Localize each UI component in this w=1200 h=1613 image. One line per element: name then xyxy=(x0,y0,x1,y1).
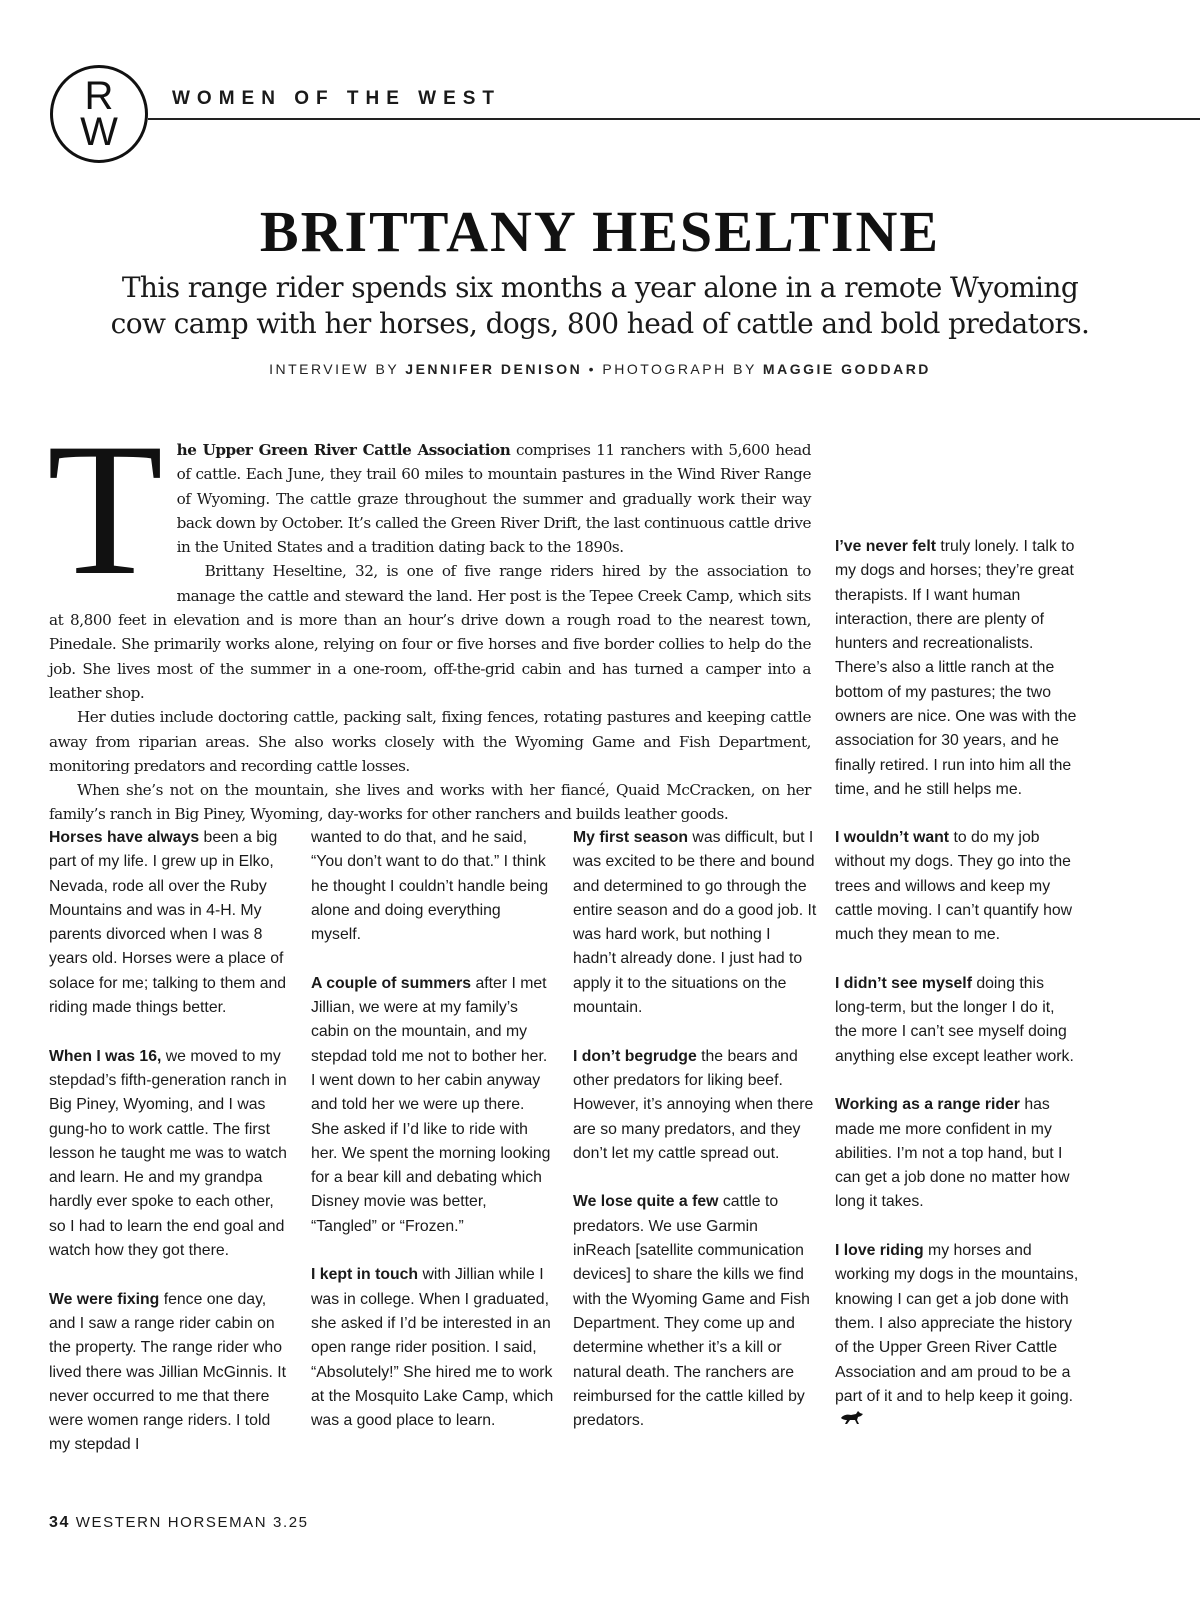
qa-paragraph xyxy=(49,826,293,1020)
logo-letter-r: R xyxy=(84,74,114,118)
qa-text: been a big part of my life. I grew up in Elko, Nevada, rode all over the Ruby Mountains and was in 4-H. My parents divorced when I was 8 years old. Horses were a place of solace for me; talking to them and riding made things better. xyxy=(49,829,287,1017)
intro-paragraph-4: When she’s not on the mountain, she lives and works with her fiancé, Quaid McCracken, on her family’s ranch in Big Piney, Wyoming, day-works for other ranchers and builds leather goods. xyxy=(49,781,811,824)
intro-lead: he Upper Green River Cattle Association xyxy=(176,441,511,459)
qa-lead: My first season xyxy=(573,829,689,846)
qa-paragraph xyxy=(49,1045,293,1264)
qa-paragraph xyxy=(311,972,555,1239)
qa-lead: Horses have always xyxy=(49,829,200,846)
qa-column-2 xyxy=(311,826,555,1458)
intro-paragraph-1 xyxy=(47,405,812,615)
logo-letter-w: W xyxy=(80,110,118,154)
section-label: WOMEN OF THE WEST xyxy=(172,88,502,109)
qa-lead: I didn’t see myself xyxy=(835,974,972,992)
qa-lead: I love riding xyxy=(835,1242,924,1260)
sidebar-column xyxy=(835,535,1079,827)
qa-paragraph xyxy=(311,1263,555,1433)
qa-lead: We lose quite a few xyxy=(573,1193,719,1211)
qa-column-4 xyxy=(835,826,1079,1458)
qa-lead: I don’t begrudge xyxy=(573,1047,697,1065)
qa-paragraph xyxy=(49,1288,293,1458)
qa-lead: When I was 16, xyxy=(49,1047,162,1065)
qa-text: the bears and other predators for liking beef. However, it’s annoying when there are so many predators, and they don’t let my cattle spread out. xyxy=(573,1047,814,1162)
qa-column-1 xyxy=(49,826,293,1482)
qa-column-3 xyxy=(573,826,817,1458)
qa-lead: I kept in touch xyxy=(311,1266,419,1284)
qa-lead: We were fixing xyxy=(49,1290,160,1308)
qa-paragraph xyxy=(835,1093,1079,1214)
sidebar-lead: I’ve never felt xyxy=(835,538,936,555)
sidebar-text: truly lonely. I talk to my dogs and horses; they’re great therapists. If I want human interaction, there are plenty of hunters and recreationalists. There’s also a little ranch at the bottom of my pastures; the two owners are nice. One was with the association for 30 years, and he finally retired. I run into him all the time, and he still helps me. xyxy=(835,538,1077,798)
qa-paragraph xyxy=(311,826,555,947)
page-number: 34 xyxy=(49,1514,70,1531)
qa-paragraph xyxy=(835,972,1079,1069)
qa-lead: Working as a range rider xyxy=(835,1096,1020,1114)
qa-text: has made me more confident in my abilities. I’m not a top hand, but I can get a job done no matter how long it takes. xyxy=(835,1096,1070,1211)
credit-photo-prefix: PHOTOGRAPH BY xyxy=(602,361,763,377)
qa-paragraph xyxy=(835,826,1079,947)
header-rule xyxy=(148,118,1200,120)
intro-p1-text: comprises 11 ranchers with 5,600 head of cattle. Each June, they trail 60 miles to mountain pastures in the Wind River Range of Wyoming. The cattle graze throughout the summer and gradually work their way back down by October. It’s called the Green River Drift, the last continuous cattle drive in the United States and a tradition dating back to the 1890s. xyxy=(176,441,812,557)
article-title: BRITTANY HESELTINE xyxy=(259,199,941,264)
qa-text: doing this long-term, but the longer I do it, the more I can’t see myself doing anything else except leather work. xyxy=(835,974,1074,1065)
qa-text: to do my job without my dogs. They go into the trees and willows and keep my cattle moving. I can’t quantify how much they mean to me. xyxy=(835,829,1073,944)
qa-text: after I met Jillian, we were at my family’s cabin on the mountain, and my stepdad told me not to bother her. I went down to her cabin anyway and told her we were up there. She asked if I’d like to ride with her. We spent the morning looking for a bear kill and debating which Disney movie was better, “Tangled” or “Frozen.” xyxy=(311,974,551,1235)
qa-text: fence one day, and I saw a range rider cabin on the property. The range rider who lived there was Jillian McGinnis. It never occurred to me that there were women range riders. I told my stepdad I xyxy=(49,1290,287,1454)
qa-text: we moved to my stepdad’s fifth-generation ranch in Big Piney, Wyoming, and I was gung-ho to work cattle. The first lesson he taught me was to watch and learn. He and my grandpa hardly ever spoke to each other, so I had to learn the end goal and watch how they got there. xyxy=(49,1047,287,1260)
credit-photo-name: MAGGIE GODDARD xyxy=(762,361,931,377)
qa-paragraph xyxy=(573,1045,817,1166)
dek-line-2: cow camp with her horses, dogs, 800 head of cattle and bold predators. xyxy=(110,307,1090,340)
qa-text: my horses and working my dogs in the mountains, knowing I can get a job done with them. I also appreciate the history of the Upper Green River Cattle Association and am proud to be a part of it and to help keep it going. xyxy=(835,1242,1079,1405)
credit-separator: • xyxy=(582,361,603,377)
qa-text: cattle to predators. We use Garmin inReach [satellite communication devices] to share the kills we find with the Wyoming Game and Fish Department. They come up and determine whether it’s a kill or natural death. The ranchers are reimbursed for the cattle killed by predators. xyxy=(573,1193,810,1430)
qa-lead: I wouldn’t want xyxy=(835,829,950,846)
qa-paragraph xyxy=(573,826,817,1020)
credit-interview-name: JENNIFER DENISON xyxy=(405,361,583,377)
intro-paragraph-3: Her duties include doctoring cattle, packing salt, fixing fences, rotating pastures and keeping cattle away from riparian areas. She also works closely with the Wyoming Game and Fish Department, monitoring predators and recording cattle losses. xyxy=(49,708,811,775)
sidebar-paragraph xyxy=(835,535,1079,802)
rw-logo xyxy=(50,65,148,163)
credit-interview-prefix: INTERVIEW BY xyxy=(269,361,406,377)
qa-text: with Jillian while I was in college. When I graduated, she asked if I’d be interested in an open range rider position. I said, “Absolutely!” She hired me to work at the Mosquito Lake Camp, which was a good place to learn. xyxy=(311,1266,554,1430)
horse-end-mark-icon xyxy=(839,1409,865,1433)
intro-paragraph-2: Brittany Heseltine, 32, is one of five range riders hired by the association to manage the cattle and steward the land. Her post is the Tepee Creek Camp, which sits at 8,800 feet in elevation and is more than an hour’s drive down a rough road to the nearest town, Pinedale. She primarily works alone, relying on four or five horses and five border collies to help do the job. She lives most of the summer in a one-room, off-the-grid cabin and has turned a camper into a leather shop. xyxy=(49,562,811,702)
qa-text: was difficult, but I was excited to be there and bound and determined to go through the entire season and do a good job. It was hard work, but nothing I hadn’t already done. I just had to apply it to the situations on the mountain. xyxy=(573,829,817,1017)
intro-text xyxy=(47,405,812,827)
article-dek xyxy=(60,270,1140,342)
magazine-name: WESTERN HORSEMAN xyxy=(75,1514,268,1531)
qa-lead: A couple of summers xyxy=(311,974,472,992)
byline xyxy=(0,361,1200,377)
dek-line-1: This range rider spends six months a year alone in a remote Wyoming xyxy=(121,271,1079,304)
qa-text: wanted to do that, and he said, “You don’t want to do that.” I think he thought I couldn’t handle being alone and doing everything myself. xyxy=(311,829,549,944)
qa-paragraph xyxy=(835,1239,1079,1434)
drop-cap: T xyxy=(47,405,163,615)
page-footer xyxy=(49,1514,309,1532)
qa-paragraph xyxy=(573,1190,817,1433)
issue-date: 3.25 xyxy=(273,1514,309,1531)
